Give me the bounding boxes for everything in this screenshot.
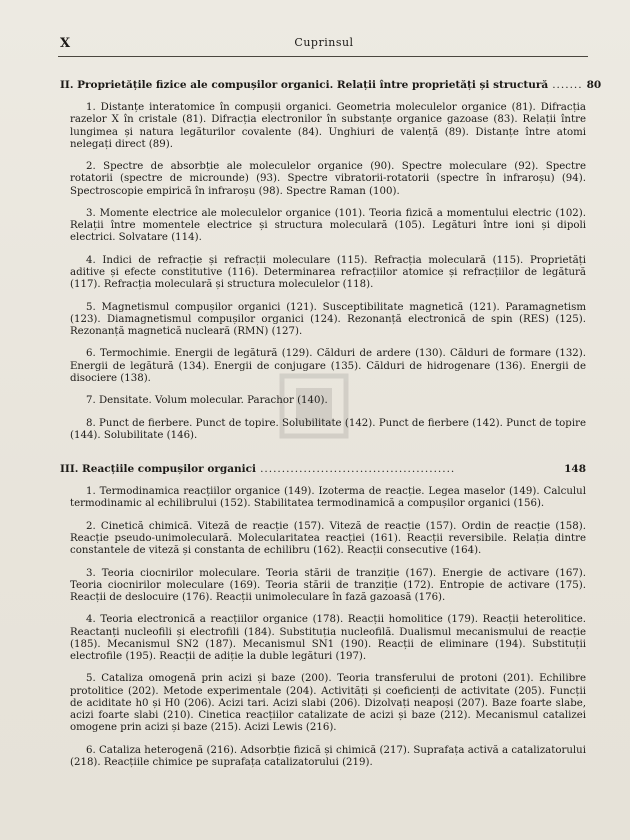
toc-entry: 6. Termochimie. Energii de legătură (129). Călduri de ardere (130). Călduri de formare (132). Energii de legătură (134). Energii de conjugare (135). Călduri de hidrogenare (136). Energii de disociere (138). <box>70 348 586 384</box>
chapter-2-title: II. Proprietățile fizice ale compușilor organici. Relații între proprietăți și structură <box>60 79 549 91</box>
chapter-3-leader: ............................................. <box>260 462 456 475</box>
toc-entry: 4. Indici de refracție și refracții moleculare (115). Refracția moleculară (115). Proprietăți aditive și efecte constitutive (116). Determinarea refracțiilor atomice și refracțiilor de legătură (117). Refracția moleculară și structura moleculelor (118). <box>70 254 586 291</box>
toc-entry: 2. Cinetică chimică. Viteză de reacție (157). Viteză de reacție (157). Ordin de reacție (158). Reacție pseudo-unimoleculară. Molecularitatea reacției (161). Reacții reversibile. Relația dintre constantele de viteză și constanta de echilibru (162). Reacții consecutive (164). <box>70 520 586 557</box>
chapter-3-title: III. Reacțiile compușilor organici <box>60 462 257 475</box>
toc-entry: 4. Teoria electronică a reacțiilor organice (178). Reacții homolitice (179). Reacții heterolitice. Reactanți nucleofili și electrofili (184). Substituția nucleofilă. Dualismul mecanismului de reacție (185). Mecanismul SN2 (187). Mecanismul SN1 (190). Reacții de eliminare (194). Substituții electrofile (195). Reacții de adiție la duble legături (197). <box>70 614 586 662</box>
toc-entry: 1. Distanțe interatomice în compușii organici. Geometria moleculelor organice (81). Difracția razelor X în cristale (81). Difracția electronilor în substanțe organice gazoase (83). Relații între lungimea și natura legăturilor covalente (84). Unghiuri de valență (89). Distanțe între atomi nelegați direct (89). <box>70 102 586 150</box>
running-title: Cuprinsul <box>294 36 354 49</box>
chapter-3-page: 148 <box>564 462 586 475</box>
chapter-2-leader: ....... <box>552 79 583 91</box>
toc-entry: 7. Densitate. Volum molecular. Parachor (140). <box>86 395 328 407</box>
chapter-2-heading <box>60 78 602 92</box>
toc-entry: 3. Momente electrice ale moleculelor organice (101). Teoria fizică a momentului electric (102). Relații între momentele electrice și structura moleculară (105). Legături între ioni și dipoli electrici. Solvatare (114). <box>70 207 586 244</box>
watermark-book-icon <box>274 370 354 442</box>
toc-entry: 5. Magnetismul compușilor organici (121). Susceptibilitate magnetică (121). Paramagnetism (123). Diamagnetismul compușilor organici (124). Rezonanță electronică de spin (RES) (125). Rezonanță magnetică nucleară (RMN) (127). <box>70 301 586 337</box>
page-number: X <box>60 36 71 51</box>
chapter-3-heading <box>60 462 586 476</box>
toc-entry: 1. Termodinamica reacțiilor organice (149). Izoterma de reacție. Legea maselor (149). Calculul termodinamic al echilibrului (152). Stabilitatea termodinamică a compușilor organici (156). <box>70 486 586 510</box>
toc-entry: 5. Cataliza omogenă prin acizi și baze (200). Teoria transferului de protoni (201). Echilibre protolitice (202). Metode experimentale (204). Activități și coeficienți de activitate (205). Funcții de aciditate h0 și H0 (206). Acizi tari. Acizi slabi (206). Dizolvați neapoși (207). Baze foarte slabe, acizi foarte slabi (210). Cinetica reacțiilor catalizate de acizi și baze (212). Mecanismul catalizei omogene prin acizi și baze (215). Acizi Lewis (216). <box>70 673 586 734</box>
toc-entry: 3. Teoria ciocnirilor moleculare. Teoria stării de tranziție (167). Energie de activare (167). Teoria ciocnirilor moleculare (169). Teoria stării de tranziție (172). Entropie de activare (175). Reacții de deslocuire (176). Reacții unimoleculare în fază gazoasă (176). <box>70 567 586 603</box>
chapter-3-entries <box>60 486 586 769</box>
chapter-2-page: 80 <box>586 79 602 91</box>
header-rule <box>58 56 588 57</box>
toc-entry: 6. Cataliza heterogenă (216). Adsorbție fizică și chimică (217). Suprafața activă a catalizatorului (218). Reacțiile chimice pe suprafața catalizatorului (219). <box>70 744 586 768</box>
page-header <box>60 36 588 52</box>
toc-entry: 8. Punct de fierbere. Punct de topire. Solubilitate (142). Punct de fierbere (142). Punct de topire (144). Solubilitate (146). <box>70 417 586 441</box>
toc-entry: 2. Spectre de absorbție ale moleculelor organice (90). Spectre moleculare (92). Spectre rotatorii (spectre de microunde) (93). Spectre vibratorii-rotatorii (spectre în infraroșu) (94). Spectroscopie empirică în infraroșu (98). Spectre Raman (100). <box>70 161 586 197</box>
